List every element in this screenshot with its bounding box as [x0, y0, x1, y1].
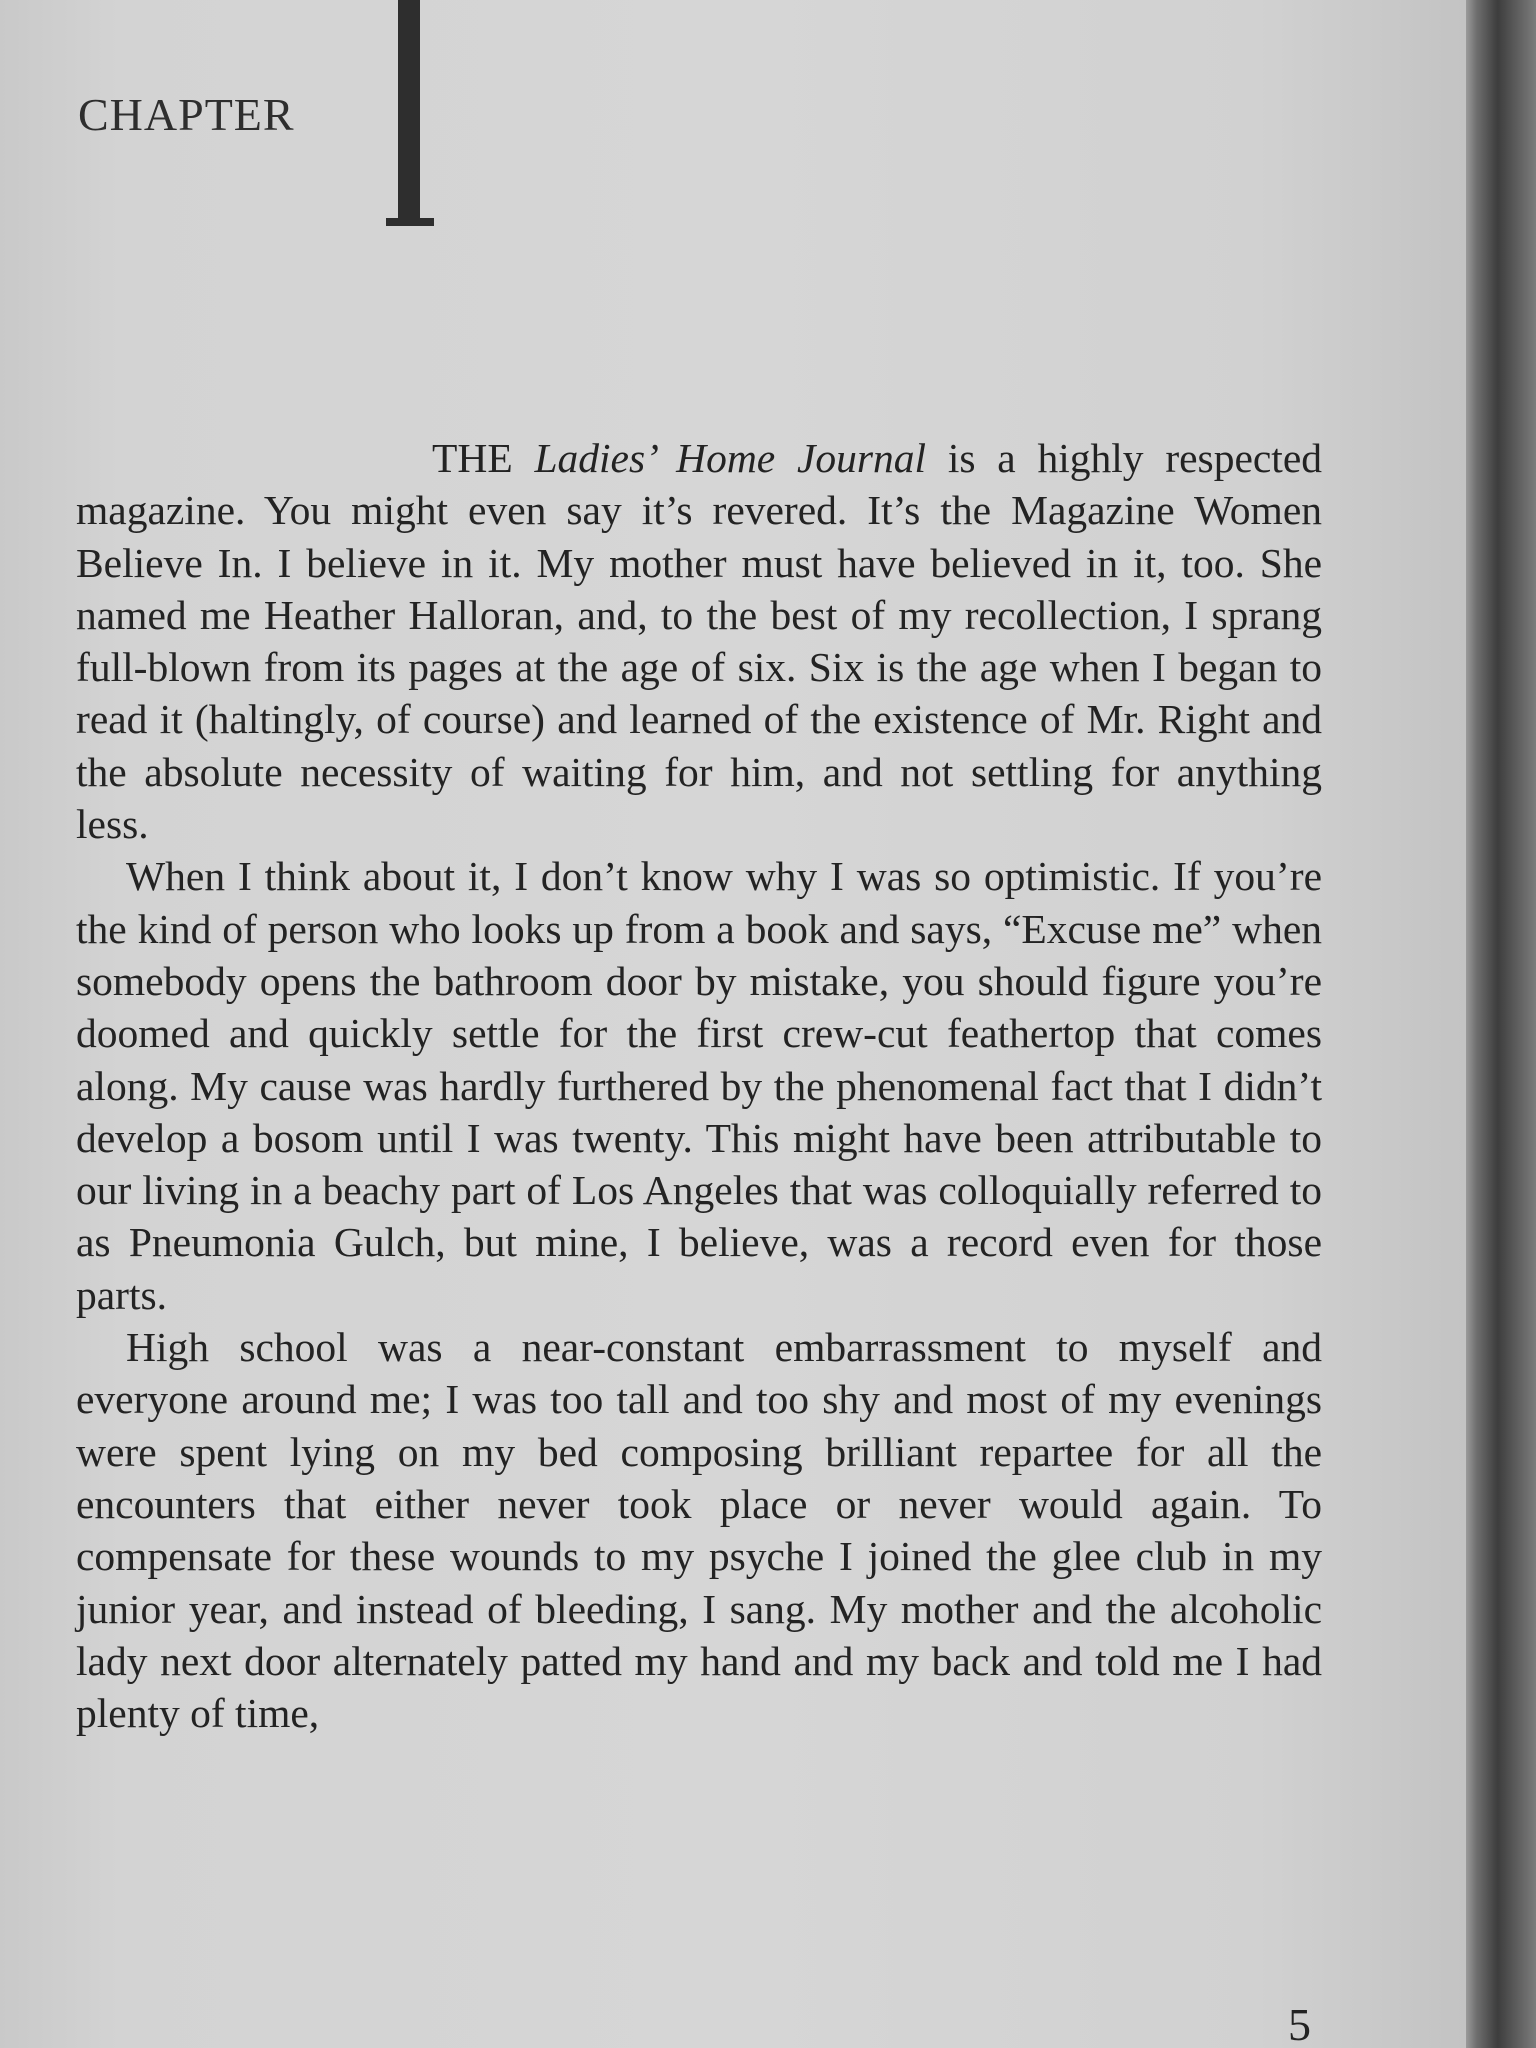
- paragraph-3: High school was a near-constant embarrassment to myself and everyone around me; I was too tall and too shy and most of my evenings were spent lying on my bed composing brilliant repartee for all the encounters that either never took place or never would again. To compensate for these wounds to my psyche I joined the glee club in my junior year, and instead of bleeding, I sang. My mother and the alcoholic lady next door alternately patted my hand and my back and told me I had plenty of time,: [76, 1324, 1322, 1737]
- page-number: 5: [1288, 1999, 1311, 2048]
- book-spine-shadow: [1466, 0, 1536, 2048]
- paragraph-2: When I think about it, I don’t know why I was so optimistic. If you’re the kind of person who looks up from a book and says, “Excuse me” when somebody opens the bathroom door by mistake, you should figure you’re doomed and quickly settle for the first crew-cut feathertop that comes along. My cause was hardly furthered by the phenomenal fact that I didn’t develop a bosom until I was twenty. This might have been attributable to our living in a beachy part of Los Angeles that was colloquially referred to as Pneumonia Gulch, but mine, I believe, was a record even for those parts.: [76, 853, 1322, 1318]
- chapter-numeral-serif: [386, 218, 434, 226]
- chapter-numeral-stem: [398, 0, 420, 222]
- chapter-text: [76, 432, 1322, 1739]
- paragraph-1-lead: THE: [432, 435, 535, 481]
- paragraph-1: [76, 432, 1322, 850]
- chapter-numeral: [386, 0, 434, 232]
- paragraph-1-rest: is a highly respected magazine. You might even say it’s revered. It’s the Magazine Women Believe In. I believe in it. My mother must have believed in it, too. She named me Heather Halloran, and, to the best of my recollection, I sprang full-blown from its pages at the age of six. Six is the age when I began to read it (haltingly, of course) and learned of the existence of Mr. Right and the absolute necessity of waiting for him, and not settling for anything less.: [76, 435, 1322, 848]
- chapter-label: CHAPTER: [78, 89, 295, 140]
- magazine-title: Ladies’ Home Journal: [534, 435, 927, 481]
